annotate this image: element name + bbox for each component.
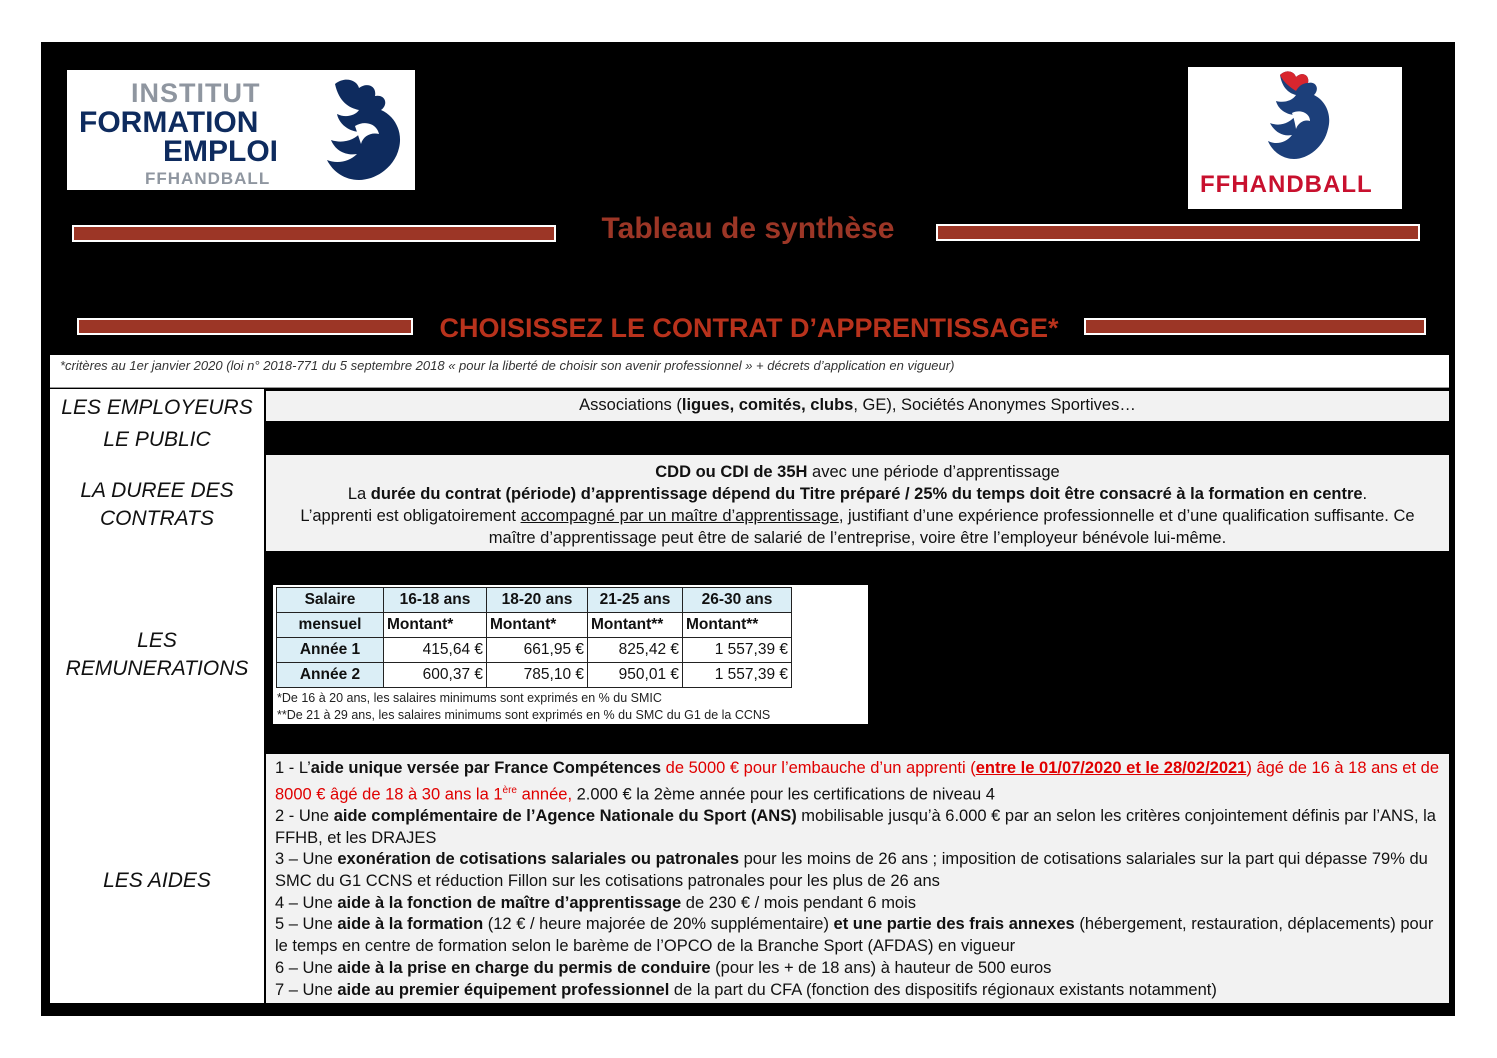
institut-formation-emploi-logo [67, 70, 415, 190]
duree-cell [266, 455, 1449, 551]
aide-item [275, 980, 1440, 1002]
text: durée du contrat (période) d’apprentissage dépend du Titre préparé / 25% du temps doit être consacré à la formation en centre [370, 485, 1363, 503]
text: pour les moins de 26 ans ; imposition de cotisations salariales sur la part qui dépasse 79% du SMC du G1 CCNS et réduction Fillon sur les cotisations patronales pour les plus de 26 ans [275, 850, 1428, 891]
label-aides: LES AIDES [103, 869, 211, 892]
logo-line: INSTITUT [131, 78, 261, 108]
text: aide à la fonction de maître d’apprentissage [337, 893, 682, 912]
logo-line: FFHANDBALL [145, 169, 271, 188]
text: mobilisable jusqu’à 6.000 € par an selon les critères conjointement définis par l’ANS, la FFHB, et les DRAJES [275, 806, 1436, 847]
text: aide à la prise en charge du permis de conduire [337, 958, 711, 977]
brand-name: FFHANDBALL [1200, 171, 1373, 198]
text: aide au premier équipement professionnel [337, 980, 670, 999]
aide-item [275, 758, 1440, 806]
logo-line: EMPLOI [163, 135, 279, 168]
table-header: 16-18 ans [384, 588, 487, 613]
labels-column [50, 389, 264, 1003]
table-row [277, 588, 792, 613]
text: La [347, 485, 371, 503]
salary-table [276, 587, 792, 688]
table-header: 21-25 ans [588, 588, 683, 613]
table-cell: 950,01 € [588, 663, 683, 688]
text: Associations ( [579, 396, 682, 414]
table-cell: mensuel [277, 613, 384, 638]
label-duree: CONTRATS [100, 507, 214, 530]
text: (12 € / heure majorée de 20% supplémentaire) [483, 915, 834, 934]
text: ) âgé de 16 à 18 ans et de 8000 € âgé de 18 à 30 ans la 1 [275, 759, 1440, 804]
label-remunerations: LES [137, 629, 177, 652]
text: L’apprenti est obligatoirement [300, 507, 521, 525]
text: 2.000 € la 2ème année pour les certifications de niveau 4 [572, 785, 995, 804]
table-header: 26-30 ans [683, 588, 792, 613]
text: année, [516, 785, 573, 804]
table-cell: 1 557,39 € [683, 663, 792, 688]
decorative-bar [936, 224, 1420, 241]
table-footnote: *De 16 à 20 ans, les salaires minimums sont exprimés en % du SMIC [277, 691, 662, 705]
table-cell: Montant* [384, 613, 487, 638]
text: entre le 01/07/2020 et le 28/02/2021 [975, 759, 1247, 777]
label-remunerations: REMUNERATIONS [65, 657, 249, 680]
text: 4 – Une [275, 893, 338, 912]
text: avec une période d’apprentissage [807, 463, 1060, 481]
aide-item [275, 893, 1440, 915]
text: de 230 € / mois pendant 6 mois [681, 893, 917, 912]
text: aide unique versée par France Compétences [310, 759, 662, 777]
table-cell: Année 1 [277, 638, 384, 663]
table-cell: 661,95 € [487, 638, 588, 663]
label-employeurs: LES EMPLOYEURS [61, 396, 253, 419]
table-header: 18-20 ans [487, 588, 588, 613]
table-cell: Montant** [683, 613, 792, 638]
text: aide complémentaire de l’Agence Nationale du Sport (ANS) [333, 806, 797, 825]
salary-table-box [273, 585, 868, 724]
decorative-bar [77, 318, 413, 335]
text: ère [502, 784, 517, 796]
text: 2 - Une [275, 806, 334, 825]
aide-item [275, 958, 1440, 980]
aide-item [275, 806, 1440, 849]
text: aide à la formation [337, 915, 484, 934]
table-row [277, 663, 792, 688]
text: 7 – Une [275, 980, 338, 999]
text: , justifiant d’une expérience professionnelle et d’une qualification suffisante. Ce maître d’apprentissage peut être de salarié de l’entreprise, voire être l’employeur bénévole lui-même. [488, 507, 1415, 547]
text: CDD ou CDI de 35H [655, 463, 808, 481]
text: exonération de cotisations salariales ou patronales [337, 850, 740, 869]
text: 3 – Une [275, 850, 338, 869]
text: et une partie des frais annexes [833, 915, 1075, 934]
decorative-bar [72, 225, 556, 242]
table-header: Salaire [277, 588, 384, 613]
text: 6 – Une [275, 958, 338, 977]
rooster-icon [1258, 69, 1338, 165]
aides-cell [266, 754, 1449, 1003]
table-cell: 415,64 € [384, 638, 487, 663]
rooster-icon [315, 76, 410, 186]
table-footnote: **De 21 à 29 ans, les salaires minimums sont exprimés en % du SMC du G1 de la CCNS [277, 708, 771, 722]
decorative-bar [1084, 318, 1426, 335]
table-cell: Montant* [487, 613, 588, 638]
aide-item [275, 849, 1440, 892]
text: 5 – Une [275, 915, 338, 934]
logo-line: FORMATION [79, 106, 259, 139]
table-cell: Année 2 [277, 663, 384, 688]
page-subtitle: CHOISISSEZ LE CONTRAT D’APPRENTISSAGE* [439, 313, 1059, 343]
ffhandball-logo [1188, 67, 1402, 209]
table-row [277, 638, 792, 663]
aide-item [275, 914, 1440, 957]
table-cell: 825,42 € [588, 638, 683, 663]
text: , GE), Sociétés Anonymes Sportives… [853, 396, 1136, 414]
employeurs-cell [266, 391, 1449, 421]
page-title: Tableau de synthèse [601, 212, 895, 245]
text: de 5000 € pour l’embauche d’un apprenti ( [661, 759, 976, 777]
criteria-note: *critères au 1er janvier 2020 (loi n° 2018-771 du 5 septembre 2018 « pour la liberté de choisir son avenir professionnel » + décrets d’application en vigueur) [50, 355, 1449, 388]
text: de la part du CFA (fonction des dispositifs régionaux existants notamment) [669, 980, 1217, 999]
text: . [1362, 485, 1368, 503]
table-cell: 600,37 € [384, 663, 487, 688]
text: (hébergement, restauration, déplacements) pour le temps en centre de formation selon le barème de l’OPCO de la Branche Sport (AFDAS) en vigueur [275, 915, 1434, 956]
text: (pour les + de 18 ans) à hauteur de 500 euros [710, 958, 1052, 977]
text: 1 - L’ [275, 759, 311, 777]
text: accompagné par un maître d’apprentissage [520, 507, 839, 525]
table-cell: 1 557,39 € [683, 638, 792, 663]
label-public: LE PUBLIC [103, 428, 211, 451]
table-row [277, 613, 792, 638]
table-cell: Montant** [588, 613, 683, 638]
label-duree: LA DUREE DES [80, 479, 234, 502]
text: ligues, comités, clubs [681, 396, 854, 414]
table-cell: 785,10 € [487, 663, 588, 688]
